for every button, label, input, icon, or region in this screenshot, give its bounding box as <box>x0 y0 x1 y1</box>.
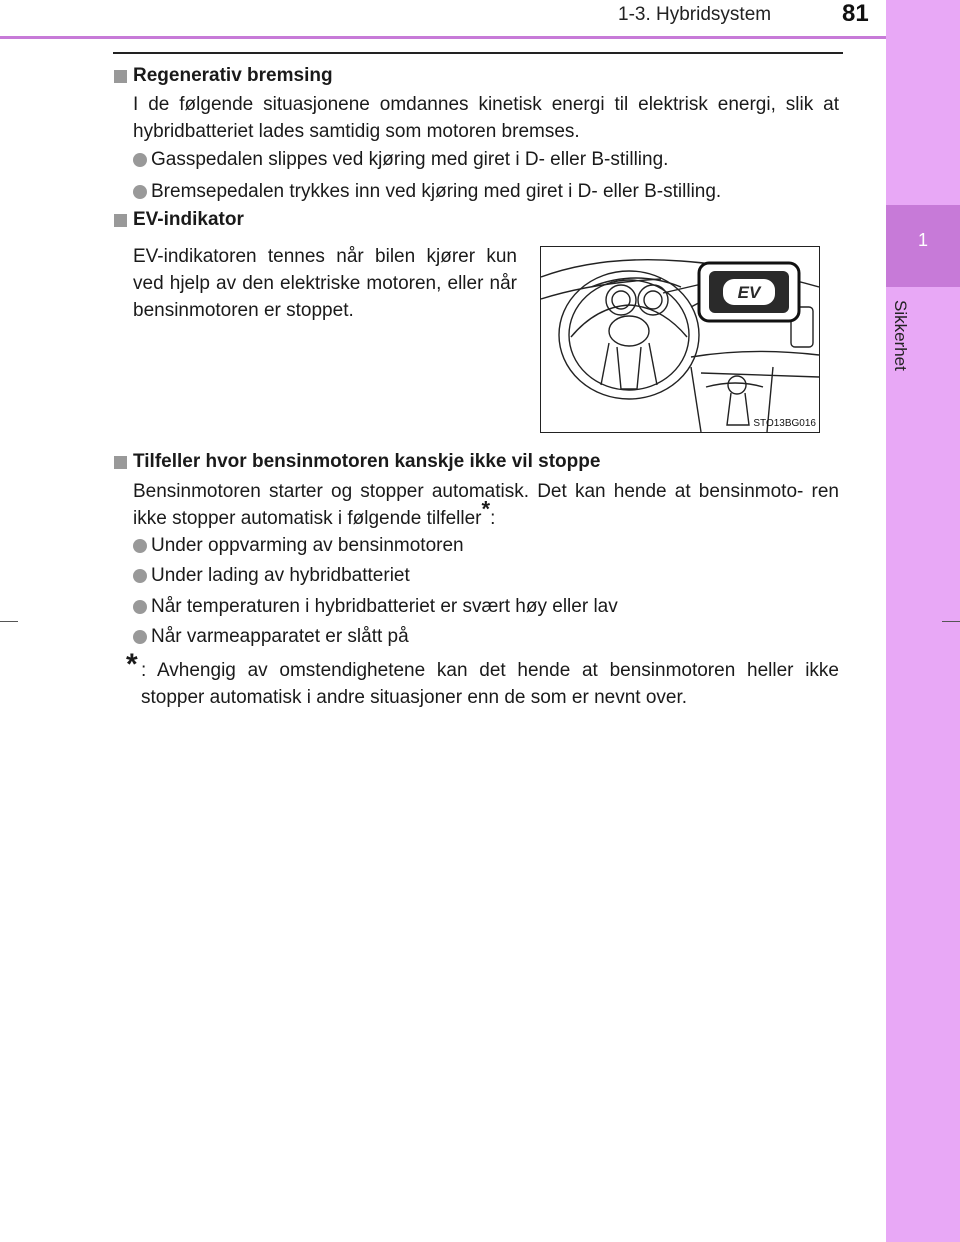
crop-mark-left <box>0 621 18 622</box>
section-heading-stop: Tilfeller hvor bensinmotoren kanskje ikke vil stoppe <box>133 451 601 472</box>
footnote-text <box>141 657 839 711</box>
heading-square-icon <box>114 214 127 227</box>
content-top-rule <box>113 52 843 54</box>
chapter-label-text: Sikkerhet <box>891 300 910 371</box>
list-item: Gasspedalen slippes ved kjøring med giret i D- eller B-stilling. <box>151 149 669 170</box>
paragraph-stop-text: Bensinmotoren starter og stopper automatisk. Det kan hende at bensinmoto- ren ikke stopper automatisk i følgende tilfeller <box>133 481 839 529</box>
figure-code: STO13BG016 <box>753 418 816 429</box>
paragraph-stop-colon: : <box>490 508 496 529</box>
page-number: 81 <box>842 0 869 27</box>
bullet-dot-icon <box>133 630 147 644</box>
crop-mark-right <box>942 621 960 622</box>
paragraph-stop <box>133 478 839 532</box>
list-item: Bremsepedalen trykkes inn ved kjøring med giret i D- eller B-stilling. <box>151 181 722 202</box>
footnote-marker: * <box>481 496 491 522</box>
heading-square-icon <box>114 456 127 469</box>
chapter-number: 1 <box>917 230 928 250</box>
heading-square-icon <box>114 70 127 83</box>
header-divider <box>0 36 886 39</box>
section-heading-regen: Regenerativ bremsing <box>133 65 333 86</box>
footnote-text-content: : Avhengig av omstendighetene kan det hende at bensinmotoren heller ikke stopper automatisk i andre situasjoner enn de som er nevnt over. <box>141 660 839 708</box>
bullet-dot-icon <box>133 185 147 199</box>
bullet-dot-icon <box>133 569 147 583</box>
list-item: Når temperaturen i hybridbatteriet er svært høy eller lav <box>151 596 618 617</box>
list-item: Når varmeapparatet er slått på <box>151 626 409 647</box>
bullet-dot-icon <box>133 600 147 614</box>
list-item: Under oppvarming av bensinmotoren <box>151 535 464 556</box>
paragraph-regen: I de følgende situasjonene omdannes kinetisk energi til elektrisk energi, slik at hybridbatteriet lades samtidig som motoren bremses. <box>133 94 839 142</box>
running-header: 1-3. Hybridsystem <box>618 4 772 25</box>
footnote-star: * <box>126 648 138 681</box>
list-item: Under lading av hybridbatteriet <box>151 565 410 586</box>
bullet-dot-icon <box>133 153 147 167</box>
bullet-dot-icon <box>133 539 147 553</box>
dashboard-drawing <box>541 247 819 432</box>
chapter-label <box>890 300 920 410</box>
section-heading-ev: EV-indikator <box>133 209 244 230</box>
paragraph-ev: EV-indikatoren tennes når bilen kjører kun ved hjelp av den elektriske motoren, eller når bensinmotoren er stoppet. <box>133 246 517 321</box>
ev-indicator-illustration <box>540 246 820 433</box>
ev-icon-label: EV <box>737 283 761 302</box>
